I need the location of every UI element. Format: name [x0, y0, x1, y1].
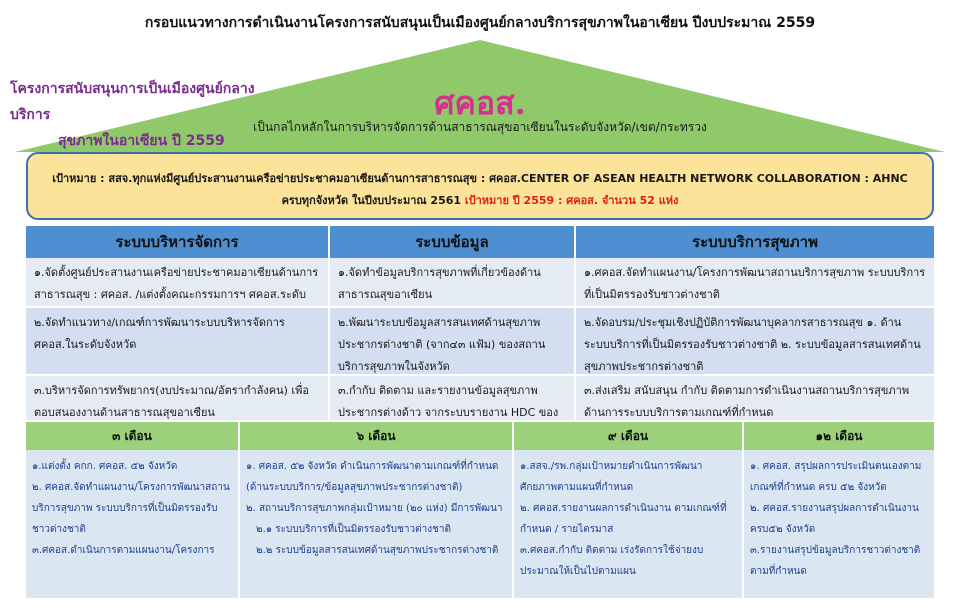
system-cell: ๓.ส่งเสริม สนับสนุน กำกับ ติดตามการดำเนินงานสถานบริการสุขภาพ ด้านการระบบบริการตามเกณฑ์ที่กำหนด	[576, 376, 934, 422]
quarter-item: ๒.๒ ระบบข้อมูลสารสนเทศด้านสุขภาพประชากรต่างชาติ	[256, 545, 499, 556]
quarter-item: ๒. ศคอส.จัดทำแผนงาน/โครงการพัฒนาสถานบริการสุขภาพ ระบบบริการที่เป็นมิตรรองรับชาวต่างชาติ	[32, 482, 230, 535]
system-cell: ๒.พัฒนาระบบข้อมูลสารสนเทศด้านสุขภาพประชากรต่างชาติ (จาก๔๓ แฟ้ม) ของสถานบริการสุขภาพในจังหวัด	[330, 308, 576, 376]
system-cell: ๑.ศคอส.จัดทำแผนงาน/โครงการพัฒนาสถานบริการสุขภาพ ระบบบริการที่เป็นมิตรรองรับชาวต่างชาติ	[576, 258, 934, 308]
header-data-system: ระบบข้อมูล	[330, 226, 576, 258]
quarter-item: ๓.ศคอส.ดำเนินการตามแผนงาน/โครงการ	[32, 545, 215, 556]
quarter-cell-3-months	[26, 450, 240, 598]
quarter-cell-12-months	[744, 450, 934, 598]
goal-box	[26, 152, 934, 220]
goal-line2-prefix: ครบทุกจังหวัด ในปีงบประมาณ 2561	[281, 194, 465, 207]
system-cell: ๒.จัดอบรม/ประชุมเชิงปฏิบัติการพัฒนาบุคลากรสาธารณสุข ๑. ด้านระบบบริการที่เป็นมิตรรองรับชาวต่างชาติ ๒. ระบบข้อมูลสารสนเทศด้านสุขภาพประชากรต่างชาติ	[576, 308, 934, 376]
quarter-item: ๑.สสจ./รพ.กลุ่มเป้าหมายดำเนินการพัฒนาศักยภาพตามแผนที่กำหนด	[520, 461, 703, 493]
system-cell: ๓.บริหารจัดการทรัพยากร(งบประมาณ/อัตรากำลังคน) เพื่อตอบสนองงานด้านสาธารณสุขอาเซียน	[26, 376, 330, 422]
system-cell: ๒.จัดทำแนวทาง/เกณฑ์การพัฒนาระบบบริหารจัดการ ศคอส.ในระดับจังหวัด	[26, 308, 330, 376]
quarter-cell-6-months	[240, 450, 514, 598]
goal-line1: เป้าหมาย : สสจ.ทุกแห่งมีศูนย์ประสานงานเครือข่ายประชาคมอาเซียนด้านการสาธารณสุข : ศคอส.CENTER OF ASEAN HEALTH NETWORK COLLABORATION : AHNC	[52, 172, 908, 185]
quarter-item: ๑.แต่งตั้ง คกก. ศคอส. ๕๒ จังหวัด	[32, 461, 178, 472]
quarter-header-6-months: ๖ เดือน	[240, 422, 514, 450]
roof-title: ศคอส.	[434, 84, 526, 122]
side-label-line2: สุขภาพในอาเซียน ปี 2559	[58, 133, 225, 149]
goal-line2-highlight: เป้าหมาย ปี 2559 : ศคอส. จำนวน 52 แห่ง	[464, 194, 679, 207]
header-management-system: ระบบบริหารจัดการ	[26, 226, 330, 258]
side-label	[10, 76, 280, 154]
quarter-item: ๒. สถานบริการสุขภาพกลุ่มเป้าหมาย (๒๐ แห่ง) มีการพัฒนา	[246, 503, 503, 514]
roof-subtitle: เป็นกลไกหลักในการบริหารจัดการด้านสาธารณสุขอาเซียนในระดับจังหวัด/เขต/กระทรวง	[253, 120, 707, 134]
quarter-item: ๑. ศคอส. สรุปผลการประเมินตนเองตามเกณฑ์ที่กำหนด ครบ ๕๒ จังหวัด	[750, 461, 922, 493]
goal-line2	[28, 190, 932, 212]
quarter-item: ๓.รายงานสรุปข้อมูลบริการชาวต่างชาติตามที่กำหนด	[750, 545, 921, 577]
document-title: กรอบแนวทางการดำเนินงานโครงการสนับสนุนเป็นเมืองศูนย์กลางบริการสุขภาพในอาเซียน ปีงบประมาณ 2559	[144, 15, 816, 31]
quarter-item: ๑. ศคอส. ๕๒ จังหวัด ดำเนินการพัฒนาตามเกณฑ์ที่กำหนด (ด้านระบบบริการ/ข้อมูลสุขภาพประชากรต่างชาติ)	[246, 461, 499, 493]
quarter-cell-9-months	[514, 450, 744, 598]
system-cell: ๑.จัดตั้งศูนย์ประสานงานเครือข่ายประชาคมอาเซียนด้านการสาธารณสุข : ศคอส. /แต่งตั้งคณะกรรมการฯ ศคอส.ระดับ	[26, 258, 330, 308]
quarter-header-3-months: ๓ เดือน	[26, 422, 240, 450]
quarter-item: ๒.๑ ระบบบริการที่เป็นมิตรรองรับชาวต่างชาติ	[256, 524, 452, 535]
quarter-item: ๒. ศคอส.รายงานผลการดำเนินงาน ตามเกณฑ์ที่กำหนด / รายไตรมาส	[520, 503, 727, 535]
quarter-header-9-months: ๙ เดือน	[514, 422, 744, 450]
system-cell: ๑.จัดทำข้อมูลบริการสุขภาพที่เกี่ยวข้องด้านสาธารณสุขอาเซียน	[330, 258, 576, 308]
quarter-item: ๒. ศคอส.รายงานสรุปผลการดำเนินงานครบ๕๒ จังหวัด	[750, 503, 919, 535]
system-cell: ๓.กำกับ ติดตาม และรายงานข้อมูลสุขภาพประชากรต่างด้าว จากระบบรายงาน HDC ของ	[330, 376, 576, 422]
header-health-service-system: ระบบบริการสุขภาพ	[576, 226, 934, 258]
quarter-header-12-months: ๑๒ เดือน	[744, 422, 934, 450]
side-label-line1: โครงการสนับสนุนการเป็นเมืองศูนย์กลางบริการ	[10, 81, 255, 123]
quarter-item: ๓.ศคอส.กำกับ ติดตาม เร่งรัดการใช้จ่ายงบประมาณให้เป็นไปตามแผน	[520, 545, 704, 577]
